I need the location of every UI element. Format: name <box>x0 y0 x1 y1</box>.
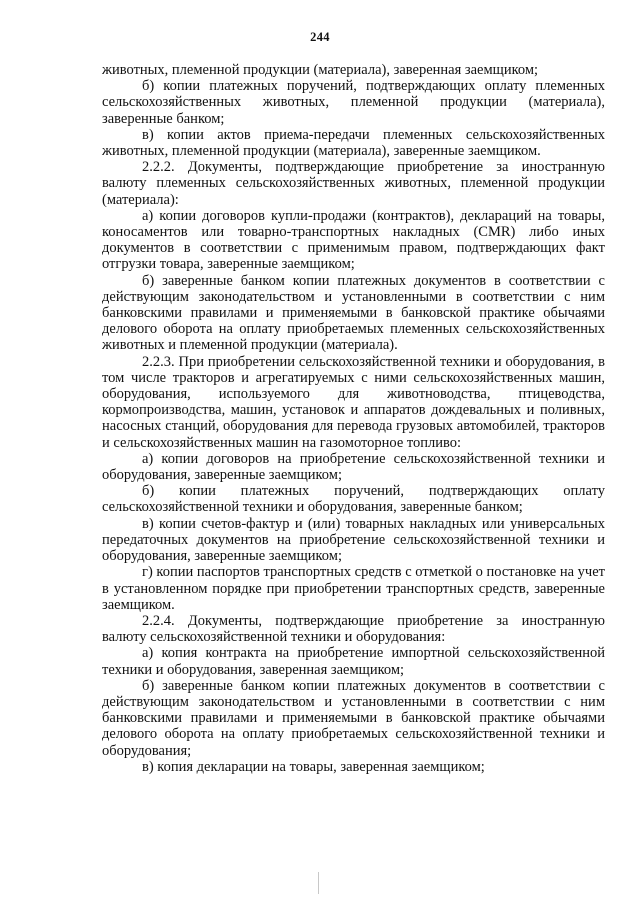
page-number: 244 <box>310 30 330 44</box>
paragraph: в) копии актов приема-передачи племенных сельскохозяйственных животных, племенной продукции (материала), заверенные заемщиком. <box>102 126 605 160</box>
paragraph: в) копия декларации на товары, заверенная заемщиком; <box>142 758 485 775</box>
paragraph: в) копии счетов-фактур и (или) товарных накладных или универсальных передаточных документов на приобретение сельскохозяйственной техники и оборудования, заверенные заемщиком; <box>102 515 605 565</box>
scan-artifact-line <box>318 872 319 894</box>
paragraph: а) копии договоров на приобретение сельскохозяйственной техники и оборудования, заверенные заемщиком; <box>102 450 605 484</box>
paragraph: 2.2.2. Документы, подтверждающие приобретение за иностранную валюту племенных сельскохозяйственных животных, племенной продукции (материала): <box>102 159 605 208</box>
paragraph: 2.2.3. При приобретении сельскохозяйственной техники и оборудования, в том числе тракторов и агрегатируемых с ними сельскохозяйственных машин, оборудования, используемого для животноводства, птицеводства, кормопроизводства, машин, установок и аппаратов дождевальных и поливных, насосных станций, оборудования для перевода грузовых автомобилей, тракторов и сельскохозяйственных машин на газомоторное топливо: <box>102 353 605 451</box>
paragraph: г) копии паспортов транспортных средств с отметкой о постановке на учет в установленном порядке при приобретении транспортных средств, заверенные заемщиком. <box>102 564 605 613</box>
paragraph: б) копии платежных поручений, подтверждающих оплату племенных сельскохозяйственных животных, племенной продукции (материала), заверенные банком; <box>102 78 605 127</box>
paragraph: 2.2.4. Документы, подтверждающие приобретение за иностранную валюту сельскохозяйственной техники и оборудования: <box>102 612 605 646</box>
paragraph: животных, племенной продукции (материала), заверенная заемщиком; <box>102 62 539 78</box>
paragraph: а) копии договоров купли-продажи (контрактов), деклараций на товары, коносаментов или товарно-транспортных накладных (CMR) либо иных документов в соответствии с применимым правом, подтверждающих факт отгрузки товара, заверенные заемщиком; <box>102 207 605 273</box>
paragraph: б) заверенные банком копии платежных документов в соответствии с действующим законодательством и установленными в соответствии с ним банковскими правилами и применяемыми в банковской практике обычаями делового оборота на оплату приобретаемых племенных сельскохозяйственных животных и племенной продукции (материала). <box>102 272 605 354</box>
paragraph: б) копии платежных поручений, подтверждающих оплату сельскохозяйственной техники и оборудования, заверенные банком; <box>102 483 605 516</box>
document-body <box>102 62 605 775</box>
paragraph: б) заверенные банком копии платежных документов в соответствии с действующим законодательством и установленными в соответствии с ним банковскими правилами и применяемыми в банковской практике обычаями делового оборота на оплату приобретаемых сельскохозяйственной техники и оборудования; <box>102 677 605 759</box>
paragraph: а) копия контракта на приобретение импортной сельскохозяйственной техники и оборудования, заверенная заемщиком; <box>102 645 605 678</box>
